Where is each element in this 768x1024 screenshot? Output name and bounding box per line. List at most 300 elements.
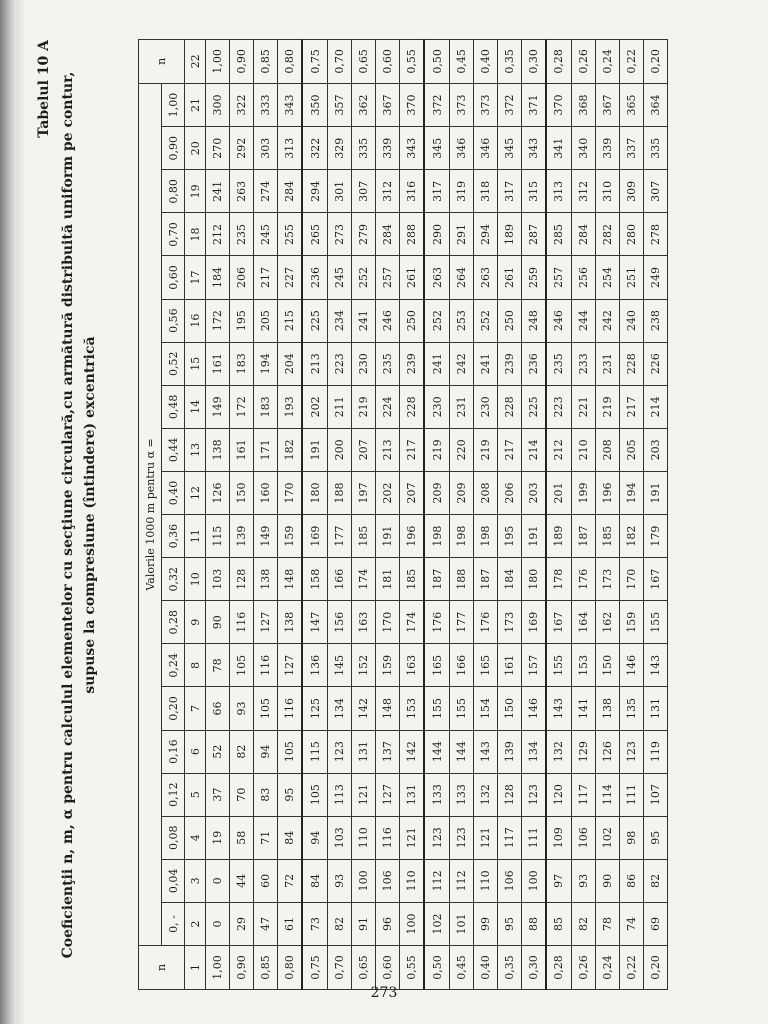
column-number: 18 xyxy=(185,213,206,256)
table-subtitle: supuse la compresiune (întindere) excentrică xyxy=(82,336,98,694)
table-cell: 278 xyxy=(643,213,667,256)
table-cell: 195 xyxy=(497,515,521,558)
table-cell: 249 xyxy=(643,256,667,299)
table-cell: 284 xyxy=(375,213,399,256)
table-cell: 185 xyxy=(595,515,619,558)
table-cell: 184 xyxy=(497,558,521,601)
table-cell: 121 xyxy=(399,816,424,859)
row-n-value: 0,50 xyxy=(424,946,449,990)
alpha-value: 0, - xyxy=(162,902,185,945)
table-cell: 84 xyxy=(302,859,327,902)
table-cell: 337 xyxy=(619,127,643,170)
table-cell: 197 xyxy=(351,471,375,514)
table-cell: 259 xyxy=(521,256,546,299)
table-cell: 172 xyxy=(230,385,254,428)
table-cell: 238 xyxy=(643,299,667,342)
column-number: 7 xyxy=(185,687,206,730)
table-cell: 180 xyxy=(521,558,546,601)
row-n-value-right: 0,45 xyxy=(449,39,473,83)
table-cell: 150 xyxy=(497,687,521,730)
table-cell: 362 xyxy=(351,83,375,126)
table-cell: 159 xyxy=(375,644,399,687)
table-row xyxy=(278,39,303,989)
table-cell: 219 xyxy=(351,385,375,428)
alpha-value: 0,20 xyxy=(162,687,185,730)
table-cell: 239 xyxy=(497,342,521,385)
alpha-value: 0,16 xyxy=(162,730,185,773)
table-cell: 236 xyxy=(302,256,327,299)
table-cell: 183 xyxy=(230,342,254,385)
table-cell: 241 xyxy=(206,170,230,213)
table-cell: 246 xyxy=(375,299,399,342)
table-cell: 317 xyxy=(497,170,521,213)
table-title: Coeficienţii n, m, α pentru calculul elementelor cu secţiune circulară,cu armătură distribuită uniform pe contur, xyxy=(60,71,76,959)
table-cell: 117 xyxy=(497,816,521,859)
row-n-value: 1,00 xyxy=(206,946,230,990)
table-cell: 83 xyxy=(254,773,278,816)
table-cell: 161 xyxy=(206,342,230,385)
table-cell: 156 xyxy=(327,601,351,644)
table-cell: 202 xyxy=(302,385,327,428)
table-cell: 131 xyxy=(399,773,424,816)
table-cell: 195 xyxy=(230,299,254,342)
table-cell: 154 xyxy=(473,687,497,730)
table-cell: 252 xyxy=(351,256,375,299)
table-cell: 343 xyxy=(278,83,303,126)
table-cell: 257 xyxy=(375,256,399,299)
table-cell: 235 xyxy=(375,342,399,385)
table-cell: 182 xyxy=(278,428,303,471)
table-cell: 165 xyxy=(473,644,497,687)
row-n-value: 0,45 xyxy=(449,946,473,990)
table-cell: 214 xyxy=(643,385,667,428)
table-cell: 228 xyxy=(399,385,424,428)
alpha-value: 1,00 xyxy=(162,83,185,126)
table-cell: 123 xyxy=(424,816,449,859)
alpha-value: 0,56 xyxy=(162,299,185,342)
table-cell: 106 xyxy=(497,859,521,902)
rotated-page-content xyxy=(30,40,740,990)
column-number: 6 xyxy=(185,730,206,773)
table-cell: 290 xyxy=(424,213,449,256)
table-cell: 182 xyxy=(619,515,643,558)
table-cell: 263 xyxy=(424,256,449,299)
table-cell: 245 xyxy=(327,256,351,299)
table-cell: 199 xyxy=(571,471,595,514)
table-cell: 98 xyxy=(619,816,643,859)
row-n-value: 0,70 xyxy=(327,946,351,990)
table-cell: 116 xyxy=(375,816,399,859)
table-cell: 206 xyxy=(230,256,254,299)
table-cell: 100 xyxy=(399,902,424,945)
table-cell: 73 xyxy=(302,902,327,945)
row-n-value-right: 0,90 xyxy=(230,39,254,83)
table-cell: 163 xyxy=(399,644,424,687)
table-cell: 226 xyxy=(643,342,667,385)
table-row xyxy=(351,39,375,989)
table-cell: 284 xyxy=(278,170,303,213)
table-cell: 126 xyxy=(206,471,230,514)
table-cell: 143 xyxy=(546,687,571,730)
table-cell: 44 xyxy=(230,859,254,902)
table-cell: 78 xyxy=(595,902,619,945)
table-cell: 317 xyxy=(424,170,449,213)
column-number: 22 xyxy=(185,39,206,83)
table-cell: 169 xyxy=(521,601,546,644)
table-cell: 123 xyxy=(521,773,546,816)
table-cell: 113 xyxy=(327,773,351,816)
table-cell: 84 xyxy=(278,816,303,859)
table-cell: 121 xyxy=(351,773,375,816)
scan-binding-shadow xyxy=(0,0,16,1024)
table-cell: 233 xyxy=(571,342,595,385)
table-cell: 203 xyxy=(643,428,667,471)
table-cell: 94 xyxy=(254,730,278,773)
table-cell: 236 xyxy=(521,342,546,385)
column-number: 19 xyxy=(185,170,206,213)
table-cell: 131 xyxy=(643,687,667,730)
table-cell: 82 xyxy=(230,730,254,773)
table-cell: 139 xyxy=(230,515,254,558)
table-cell: 85 xyxy=(546,902,571,945)
row-n-value-right: 0,22 xyxy=(619,39,643,83)
column-number: 12 xyxy=(185,471,206,514)
table-cell: 103 xyxy=(206,558,230,601)
table-cell: 91 xyxy=(351,902,375,945)
table-cell: 203 xyxy=(521,471,546,514)
table-cell: 367 xyxy=(595,83,619,126)
table-cell: 280 xyxy=(619,213,643,256)
row-n-value-right: 0,75 xyxy=(302,39,327,83)
table-cell: 194 xyxy=(619,471,643,514)
table-cell: 322 xyxy=(302,127,327,170)
table-cell: 231 xyxy=(595,342,619,385)
table-cell: 228 xyxy=(497,385,521,428)
table-cell: 90 xyxy=(206,601,230,644)
table-cell: 219 xyxy=(595,385,619,428)
table-cell: 307 xyxy=(351,170,375,213)
table-cell: 110 xyxy=(473,859,497,902)
table-cell: 254 xyxy=(595,256,619,299)
table-cell: 162 xyxy=(595,601,619,644)
table-cell: 180 xyxy=(302,471,327,514)
table-cell: 284 xyxy=(571,213,595,256)
table-cell: 147 xyxy=(302,601,327,644)
row-n-value: 0,35 xyxy=(497,946,521,990)
table-cell: 166 xyxy=(449,644,473,687)
column-number: 14 xyxy=(185,385,206,428)
table-cell: 102 xyxy=(424,902,449,945)
table-cell: 74 xyxy=(619,902,643,945)
table-cell: 230 xyxy=(473,385,497,428)
table-cell: 251 xyxy=(619,256,643,299)
table-cell: 155 xyxy=(449,687,473,730)
table-cell: 142 xyxy=(399,730,424,773)
table-cell: 257 xyxy=(546,256,571,299)
table-cell: 312 xyxy=(571,170,595,213)
table-cell: 219 xyxy=(424,428,449,471)
table-cell: 179 xyxy=(643,515,667,558)
table-cell: 171 xyxy=(254,428,278,471)
alpha-value: 0,08 xyxy=(162,816,185,859)
table-cell: 310 xyxy=(595,170,619,213)
table-cell: 47 xyxy=(254,902,278,945)
table-cell: 166 xyxy=(327,558,351,601)
row-n-value-right: 0,70 xyxy=(327,39,351,83)
table-cell: 169 xyxy=(302,515,327,558)
table-cell: 71 xyxy=(254,816,278,859)
table-cell: 144 xyxy=(449,730,473,773)
table-row xyxy=(643,39,667,989)
table-cell: 114 xyxy=(595,773,619,816)
table-cell: 153 xyxy=(571,644,595,687)
table-row xyxy=(302,39,327,989)
table-cell: 126 xyxy=(595,730,619,773)
table-cell: 0 xyxy=(206,902,230,945)
table-cell: 339 xyxy=(375,127,399,170)
header-n: n xyxy=(139,946,185,990)
column-number: 15 xyxy=(185,342,206,385)
table-cell: 215 xyxy=(278,299,303,342)
table-cell: 170 xyxy=(375,601,399,644)
column-number: 4 xyxy=(185,816,206,859)
table-cell: 127 xyxy=(375,773,399,816)
table-cell: 265 xyxy=(302,213,327,256)
table-cell: 163 xyxy=(351,601,375,644)
table-cell: 198 xyxy=(424,515,449,558)
table-cell: 0 xyxy=(206,859,230,902)
row-n-value-right: 1,00 xyxy=(206,39,230,83)
row-n-value-right: 0,50 xyxy=(424,39,449,83)
scan-paper-edge xyxy=(16,0,26,1024)
table-cell: 201 xyxy=(546,471,571,514)
column-number: 1 xyxy=(185,946,206,990)
table-cell: 177 xyxy=(327,515,351,558)
table-cell: 93 xyxy=(571,859,595,902)
table-cell: 107 xyxy=(643,773,667,816)
table-cell: 115 xyxy=(302,730,327,773)
table-cell: 138 xyxy=(278,601,303,644)
table-cell: 105 xyxy=(254,687,278,730)
table-cell: 205 xyxy=(254,299,278,342)
table-cell: 196 xyxy=(399,515,424,558)
table-cell: 242 xyxy=(595,299,619,342)
table-cell: 307 xyxy=(643,170,667,213)
table-cell: 155 xyxy=(643,601,667,644)
table-cell: 174 xyxy=(399,601,424,644)
table-cell: 165 xyxy=(424,644,449,687)
table-cell: 127 xyxy=(254,601,278,644)
table-cell: 148 xyxy=(375,687,399,730)
table-cell: 219 xyxy=(473,428,497,471)
alpha-value: 0,28 xyxy=(162,601,185,644)
table-cell: 170 xyxy=(278,471,303,514)
row-n-value: 0,20 xyxy=(643,946,667,990)
table-cell: 105 xyxy=(302,773,327,816)
table-cell: 217 xyxy=(619,385,643,428)
table-cell: 230 xyxy=(351,342,375,385)
column-number: 2 xyxy=(185,902,206,945)
table-cell: 191 xyxy=(302,428,327,471)
table-cell: 217 xyxy=(497,428,521,471)
alpha-value: 0,60 xyxy=(162,256,185,299)
table-cell: 350 xyxy=(302,83,327,126)
table-cell: 117 xyxy=(571,773,595,816)
table-row xyxy=(230,39,254,989)
table-cell: 100 xyxy=(351,859,375,902)
table-cell: 309 xyxy=(619,170,643,213)
table-cell: 181 xyxy=(375,558,399,601)
table-cell: 173 xyxy=(595,558,619,601)
table-cell: 153 xyxy=(399,687,424,730)
table-cell: 97 xyxy=(546,859,571,902)
table-cell: 214 xyxy=(521,428,546,471)
row-n-value-right: 0,60 xyxy=(375,39,399,83)
alpha-value: 0,32 xyxy=(162,558,185,601)
table-cell: 239 xyxy=(399,342,424,385)
table-cell: 145 xyxy=(327,644,351,687)
table-cell: 241 xyxy=(473,342,497,385)
table-cell: 123 xyxy=(327,730,351,773)
table-cell: 248 xyxy=(521,299,546,342)
table-row xyxy=(424,39,449,989)
table-cell: 155 xyxy=(424,687,449,730)
alpha-value: 0,40 xyxy=(162,471,185,514)
table-cell: 90 xyxy=(595,859,619,902)
column-number: 8 xyxy=(185,644,206,687)
column-number: 21 xyxy=(185,83,206,126)
table-row xyxy=(399,39,424,989)
table-cell: 221 xyxy=(571,385,595,428)
table-cell: 346 xyxy=(449,127,473,170)
table-cell: 159 xyxy=(278,515,303,558)
table-cell: 172 xyxy=(206,299,230,342)
table-cell: 270 xyxy=(206,127,230,170)
table-cell: 244 xyxy=(571,299,595,342)
alpha-value: 0,70 xyxy=(162,213,185,256)
table-cell: 116 xyxy=(254,644,278,687)
row-n-value: 0,55 xyxy=(399,946,424,990)
table-cell: 315 xyxy=(521,170,546,213)
table-cell: 301 xyxy=(327,170,351,213)
table-cell: 177 xyxy=(449,601,473,644)
row-n-value: 0,75 xyxy=(302,946,327,990)
table-cell: 106 xyxy=(571,816,595,859)
table-cell: 100 xyxy=(521,859,546,902)
table-cell: 207 xyxy=(351,428,375,471)
table-cell: 322 xyxy=(230,83,254,126)
table-cell: 138 xyxy=(206,428,230,471)
table-cell: 210 xyxy=(571,428,595,471)
table-cell: 245 xyxy=(254,213,278,256)
table-cell: 335 xyxy=(351,127,375,170)
table-cell: 273 xyxy=(327,213,351,256)
row-n-value: 0,40 xyxy=(473,946,497,990)
table-cell: 78 xyxy=(206,644,230,687)
alpha-value: 0,44 xyxy=(162,428,185,471)
row-n-value: 0,60 xyxy=(375,946,399,990)
table-cell: 110 xyxy=(399,859,424,902)
table-cell: 300 xyxy=(206,83,230,126)
table-cell: 178 xyxy=(546,558,571,601)
table-cell: 88 xyxy=(521,902,546,945)
table-cell: 99 xyxy=(473,902,497,945)
table-cell: 125 xyxy=(302,687,327,730)
table-cell: 343 xyxy=(521,127,546,170)
table-cell: 346 xyxy=(473,127,497,170)
table-cell: 224 xyxy=(375,385,399,428)
table-cell: 138 xyxy=(254,558,278,601)
table-cell: 189 xyxy=(546,515,571,558)
column-number: 16 xyxy=(185,299,206,342)
row-n-value: 0,80 xyxy=(278,946,303,990)
table-cell: 372 xyxy=(497,83,521,126)
table-cell: 212 xyxy=(546,428,571,471)
row-n-value: 0,85 xyxy=(254,946,278,990)
table-cell: 343 xyxy=(399,127,424,170)
column-number: 11 xyxy=(185,515,206,558)
table-cell: 240 xyxy=(619,299,643,342)
table-cell: 217 xyxy=(254,256,278,299)
table-cell: 106 xyxy=(375,859,399,902)
table-cell: 227 xyxy=(278,256,303,299)
table-cell: 138 xyxy=(595,687,619,730)
table-cell: 29 xyxy=(230,902,254,945)
table-cell: 256 xyxy=(571,256,595,299)
header-values-label: Valorile 1000 m pentru α = xyxy=(139,83,162,945)
row-n-value-right: 0,35 xyxy=(497,39,521,83)
table-cell: 112 xyxy=(424,859,449,902)
table-cell: 183 xyxy=(254,385,278,428)
table-cell: 129 xyxy=(571,730,595,773)
table-cell: 213 xyxy=(375,428,399,471)
table-row xyxy=(254,39,278,989)
table-cell: 133 xyxy=(449,773,473,816)
table-cell: 82 xyxy=(643,859,667,902)
table-cell: 285 xyxy=(546,213,571,256)
table-cell: 333 xyxy=(254,83,278,126)
table-cell: 37 xyxy=(206,773,230,816)
table-cell: 187 xyxy=(571,515,595,558)
table-cell: 340 xyxy=(571,127,595,170)
table-cell: 230 xyxy=(424,385,449,428)
table-cell: 242 xyxy=(449,342,473,385)
table-cell: 176 xyxy=(473,601,497,644)
table-cell: 373 xyxy=(473,83,497,126)
table-cell: 261 xyxy=(497,256,521,299)
header-row-alpha xyxy=(162,39,185,989)
table-cell: 313 xyxy=(278,127,303,170)
table-cell: 121 xyxy=(473,816,497,859)
table-cell: 202 xyxy=(375,471,399,514)
table-cell: 198 xyxy=(449,515,473,558)
table-cell: 225 xyxy=(302,299,327,342)
table-row xyxy=(473,39,497,989)
table-cell: 252 xyxy=(473,299,497,342)
table-row xyxy=(619,39,643,989)
table-cell: 364 xyxy=(643,83,667,126)
row-n-value-right: 0,85 xyxy=(254,39,278,83)
alpha-value: 0,52 xyxy=(162,342,185,385)
table-cell: 223 xyxy=(546,385,571,428)
row-n-value-right: 0,65 xyxy=(351,39,375,83)
table-cell: 139 xyxy=(497,730,521,773)
table-cell: 294 xyxy=(302,170,327,213)
column-number: 17 xyxy=(185,256,206,299)
table-cell: 95 xyxy=(278,773,303,816)
table-cell: 194 xyxy=(254,342,278,385)
table-cell: 110 xyxy=(351,816,375,859)
